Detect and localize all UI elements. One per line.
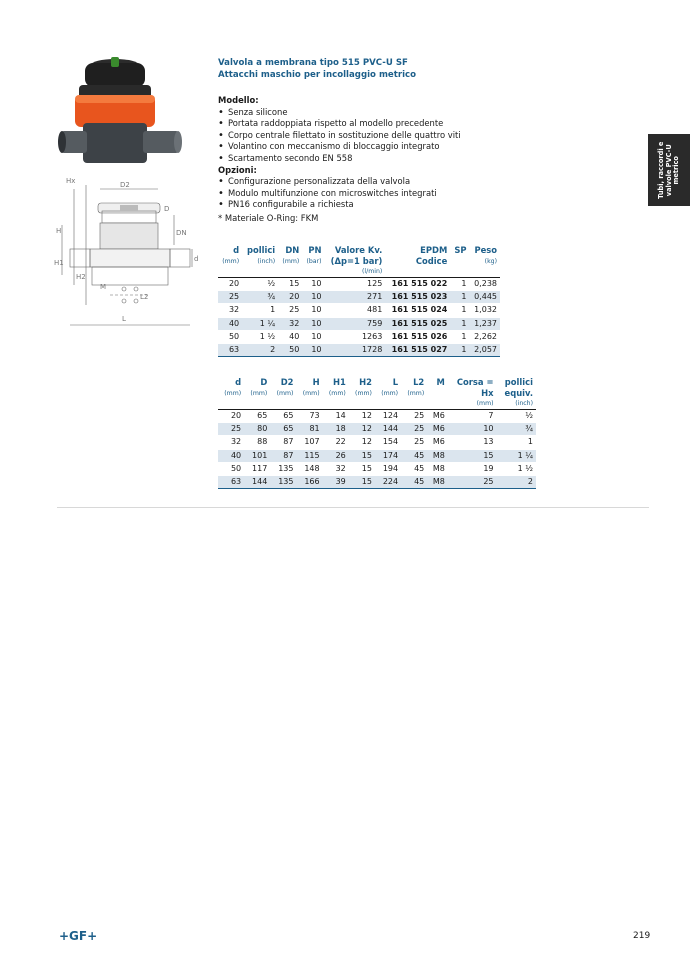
table-cell: 50 <box>218 462 244 475</box>
table-row <box>218 291 500 304</box>
table-cell: 25 <box>401 436 427 449</box>
table-cell: 32 <box>218 436 244 449</box>
table-cell: 65 <box>244 410 270 423</box>
table-cell: 39 <box>323 476 349 489</box>
table-cell: 65 <box>270 410 296 423</box>
unit-header: (mm) <box>282 258 300 265</box>
table-header-row <box>218 399 536 410</box>
table-cell: 40 <box>278 330 302 343</box>
table-row <box>218 423 536 436</box>
table-cell: 73 <box>296 410 322 423</box>
table-cell: 32 <box>323 462 349 475</box>
column-header: EPDM <box>420 245 448 255</box>
table-cell: 25 <box>278 304 302 317</box>
table-cell: 26 <box>323 449 349 462</box>
unit-header: (mm) <box>250 390 268 397</box>
table-cell: 1 <box>450 291 469 304</box>
table-row <box>218 436 536 449</box>
dim-label: H2 <box>76 273 86 281</box>
options-heading: Opzioni: <box>218 164 257 175</box>
table-cell: 25 <box>218 291 242 304</box>
title-line: Valvola a membrana tipo 515 PVC-U SF <box>218 58 408 68</box>
unit-header: (bar) <box>306 258 322 265</box>
list-item: • Corpo centrale filettato in sostituzione delle quattro viti <box>218 130 518 142</box>
tab-line: valvole PVC-U <box>664 144 673 196</box>
unit-header: (mm) <box>355 390 372 397</box>
table-cell: ¾ <box>242 291 278 304</box>
table-cell: M6 <box>427 410 448 423</box>
dim-label: M <box>100 283 107 291</box>
table-cell: 20 <box>278 291 302 304</box>
codes-table <box>218 245 500 357</box>
table-cell: 10 <box>448 423 497 436</box>
table-cell: 2 <box>497 476 536 489</box>
table-header-row <box>218 388 536 399</box>
unit-header: (mm) <box>276 390 294 397</box>
table-cell: 32 <box>218 304 242 317</box>
table-cell: 10 <box>302 317 324 330</box>
unit-header: (mm) <box>302 390 320 397</box>
table-cell: 45 <box>401 462 427 475</box>
column-header: Codice <box>415 256 448 266</box>
dim-label: H1 <box>54 259 64 267</box>
table-cell: 166 <box>296 476 322 489</box>
column-header: D <box>260 377 268 387</box>
list-item: • Senza silicone <box>218 107 518 119</box>
dim-label: L <box>122 315 126 323</box>
table-cell: 14 <box>323 410 349 423</box>
dim-label: d <box>194 255 199 263</box>
column-header: H2 <box>359 377 372 387</box>
table-cell: 0,238 <box>469 278 500 291</box>
table-cell: M6 <box>427 423 448 436</box>
table-row <box>218 278 500 291</box>
table-header-row <box>218 377 536 388</box>
table-cell: 1 ½ <box>497 462 536 475</box>
unit-header: (mm) <box>407 390 425 397</box>
material-note: * Materiale O-Ring: FKM <box>218 212 319 223</box>
table-cell: 10 <box>302 278 324 291</box>
table-cell: ½ <box>242 278 278 291</box>
table-cell: 148 <box>296 462 322 475</box>
page-number: 219 <box>633 931 651 941</box>
table-cell: 174 <box>375 449 401 462</box>
table-cell: 15 <box>349 449 375 462</box>
table-cell: ¾ <box>497 423 536 436</box>
table-row <box>218 476 536 489</box>
list-item: • Scartamento secondo EN 558 <box>218 153 518 165</box>
table-cell: 40 <box>218 317 242 330</box>
dim-label: D2 <box>120 181 130 189</box>
list-item: • Volantino con meccanismo di bloccaggio integrato <box>218 141 518 153</box>
table-cell: 13 <box>448 436 497 449</box>
dim-label: D <box>164 205 170 213</box>
table-cell: 1263 <box>325 330 386 343</box>
column-header: SP <box>454 245 467 255</box>
column-header: Peso <box>474 245 497 255</box>
table-cell: M8 <box>427 462 448 475</box>
unit-header: (inch) <box>515 400 533 407</box>
table-cell: 65 <box>270 423 296 436</box>
table-cell: 135 <box>270 476 296 489</box>
column-header: equiv. <box>504 388 533 398</box>
table-cell: M6 <box>427 436 448 449</box>
table-cell: 161 515 027 <box>385 344 450 357</box>
table-cell: 10 <box>302 291 324 304</box>
table-cell: 1 ¼ <box>497 449 536 462</box>
table-cell: 63 <box>218 344 242 357</box>
table-cell: 2 <box>242 344 278 357</box>
page-title <box>218 57 416 81</box>
table-cell: 1,237 <box>469 317 500 330</box>
table-cell: M8 <box>427 449 448 462</box>
table-cell: 161 515 026 <box>385 330 450 343</box>
table-cell: 15 <box>448 449 497 462</box>
table-cell: 154 <box>375 436 401 449</box>
table-cell: 20 <box>218 410 244 423</box>
table-cell: 101 <box>244 449 270 462</box>
table-cell: 1 <box>450 344 469 357</box>
table-cell: 759 <box>325 317 386 330</box>
table-cell: 1,032 <box>469 304 500 317</box>
table-header-row <box>218 245 500 256</box>
valve-technical-drawing <box>52 175 200 335</box>
table-header-row <box>218 256 500 267</box>
table-cell: 25 <box>218 423 244 436</box>
table-cell: 22 <box>323 436 349 449</box>
column-header: L2 <box>413 377 425 387</box>
table-cell: 12 <box>349 423 375 436</box>
table-cell: 161 515 024 <box>385 304 450 317</box>
column-header: D2 <box>280 377 294 387</box>
column-header: pollici <box>246 245 276 255</box>
table-cell: 1 <box>450 278 469 291</box>
table-cell: 194 <box>375 462 401 475</box>
dim-label: H <box>56 227 62 235</box>
table-cell: 1 <box>450 304 469 317</box>
table-cell: 161 515 023 <box>385 291 450 304</box>
column-header: Corsa = <box>456 377 494 387</box>
table-cell: 25 <box>401 423 427 436</box>
tab-line: metrico <box>671 155 680 185</box>
table-cell: M8 <box>427 476 448 489</box>
table-cell: 7 <box>448 410 497 423</box>
list-item: • Modulo multifunzione con microswitches integrati <box>218 188 518 200</box>
table-cell: 81 <box>296 423 322 436</box>
table-cell: 12 <box>349 436 375 449</box>
table-cell: 2,057 <box>469 344 500 357</box>
table-cell: 117 <box>244 462 270 475</box>
column-header: Hx <box>481 388 494 398</box>
table-cell: 25 <box>401 410 427 423</box>
title-line: Attacchi maschio per incollaggio metrico <box>218 70 417 80</box>
table-row <box>218 344 500 357</box>
divider <box>57 507 649 508</box>
table-cell: 144 <box>244 476 270 489</box>
column-header: pollici <box>504 377 533 387</box>
table-cell: 20 <box>218 278 242 291</box>
table-cell: 50 <box>278 344 302 357</box>
table-cell: 10 <box>302 304 324 317</box>
column-header: DN <box>285 245 300 255</box>
table-cell: 2,262 <box>469 330 500 343</box>
table-cell: 87 <box>270 449 296 462</box>
list-item: • PN16 configurabile a richiesta <box>218 199 518 211</box>
table-cell: 45 <box>401 476 427 489</box>
table-row <box>218 304 500 317</box>
table-cell: ½ <box>497 410 536 423</box>
table-cell: 15 <box>349 462 375 475</box>
unit-header: (mm) <box>381 390 399 397</box>
dimensions-table <box>218 377 536 489</box>
table-cell: 32 <box>278 317 302 330</box>
unit-header: (mm) <box>222 258 240 265</box>
table-header-row <box>218 267 500 278</box>
table-cell: 1 <box>450 317 469 330</box>
table-cell: 50 <box>218 330 242 343</box>
unit-header: (mm) <box>224 390 242 397</box>
table-cell: 1728 <box>325 344 386 357</box>
unit-header: (l/min) <box>362 268 383 275</box>
section-tab <box>648 134 690 206</box>
list-item: • Portata raddoppiata rispetto al modello precedente <box>218 118 518 130</box>
table-cell: 1 ¼ <box>242 317 278 330</box>
table-row <box>218 330 500 343</box>
table-cell: 271 <box>325 291 386 304</box>
table-cell: 144 <box>375 423 401 436</box>
unit-header: (inch) <box>257 258 276 265</box>
dim-label: Hx <box>66 177 76 185</box>
model-list <box>218 107 518 165</box>
table-cell: 125 <box>325 278 386 291</box>
table-cell: 1 ½ <box>242 330 278 343</box>
unit-header: (kg) <box>484 258 497 265</box>
table-cell: 161 515 022 <box>385 278 450 291</box>
table-cell: 161 515 025 <box>385 317 450 330</box>
column-header: M <box>436 377 445 387</box>
column-header: H1 <box>332 377 346 387</box>
valve-product-photo <box>55 55 185 170</box>
table-cell: 40 <box>218 449 244 462</box>
table-cell: 25 <box>448 476 497 489</box>
table-cell: 45 <box>401 449 427 462</box>
table-cell: 1 <box>450 330 469 343</box>
column-header: d <box>235 377 242 387</box>
tab-line: Tubi, raccordi e <box>656 141 665 199</box>
table-row <box>218 410 536 423</box>
table-cell: 115 <box>296 449 322 462</box>
table-cell: 18 <box>323 423 349 436</box>
dim-label: L2 <box>140 293 149 301</box>
table-cell: 0,445 <box>469 291 500 304</box>
model-section <box>218 95 518 225</box>
column-header: L <box>392 377 399 387</box>
column-header: Valore Kv. <box>334 245 383 255</box>
unit-header: (mm) <box>328 390 346 397</box>
table-row <box>218 462 536 475</box>
table-cell: 124 <box>375 410 401 423</box>
table-row <box>218 449 536 462</box>
dim-label: DN <box>176 229 187 237</box>
model-heading: Modello: <box>218 95 259 105</box>
column-header: PN <box>308 245 322 255</box>
table-cell: 135 <box>270 462 296 475</box>
options-list <box>218 176 518 211</box>
table-cell: 87 <box>270 436 296 449</box>
column-header: d <box>233 245 240 255</box>
list-item: • Configurazione personalizzata della valvola <box>218 176 518 188</box>
gf-logo: +GF+ <box>59 929 98 943</box>
table-cell: 63 <box>218 476 244 489</box>
column-header: H <box>312 377 320 387</box>
table-row <box>218 317 500 330</box>
table-cell: 15 <box>349 476 375 489</box>
table-cell: 10 <box>302 330 324 343</box>
table-cell: 80 <box>244 423 270 436</box>
column-header: (Δp=1 bar) <box>330 256 383 266</box>
table-cell: 12 <box>349 410 375 423</box>
table-cell: 1 <box>242 304 278 317</box>
table-cell: 107 <box>296 436 322 449</box>
table-cell: 10 <box>302 344 324 357</box>
table-cell: 1 <box>497 436 536 449</box>
table-cell: 224 <box>375 476 401 489</box>
table-cell: 88 <box>244 436 270 449</box>
table-cell: 19 <box>448 462 497 475</box>
table-cell: 15 <box>278 278 302 291</box>
unit-header: (mm) <box>476 400 494 407</box>
table-cell: 481 <box>325 304 386 317</box>
